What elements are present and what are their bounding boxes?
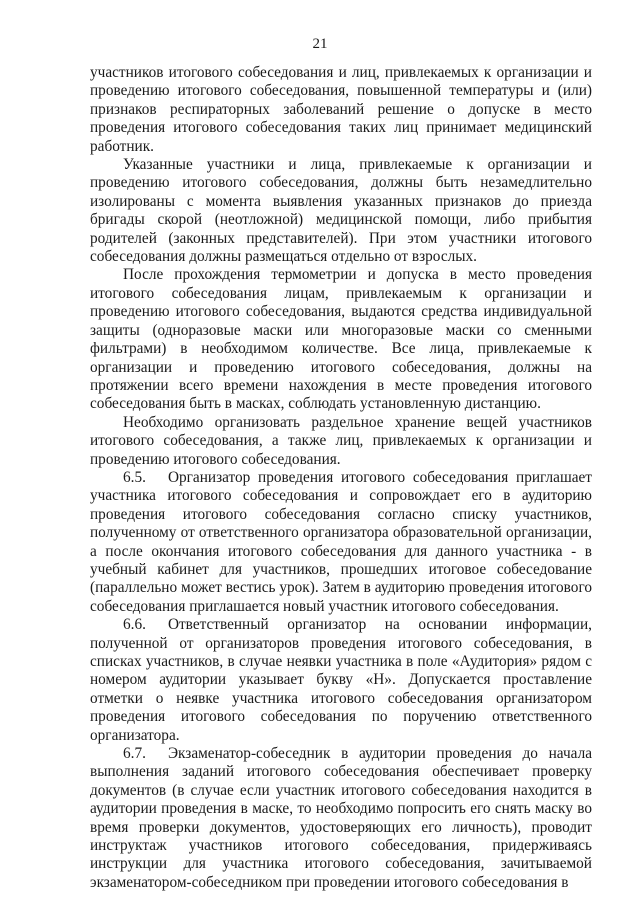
paragraph-1 — [90, 64, 592, 156]
clause-text: Экзаменатор-собеседник в аудитории проведения до начала выполнения заданий итогового собеседования обеспечивает проверку документов (в случае если участник итогового собеседования находится в аудитории проведения в маске, то необходимо попросить его снять маску во время проверки документов, удостоверяющих его личность), проводит инструктаж участников итогового собеседования, придерживаясь инструкции для участника итогового собеседования, зачитываемой экзаменатором-собеседником при проведении итогового собеседования в — [90, 745, 592, 891]
clause-6-7 — [90, 745, 592, 892]
paragraph-text: Указанные участники и лица, привлекаемые к организации и проведению итогового собеседования, должны быть незамедлительно изолированы с момента выявления указанных признаков до приезда бригады скорой (неотложной) медицинской помощи, либо прибытия родителей (законных представителей). При этом участники итогового собеседования должны размещаться отдельно от взрослых. — [90, 156, 592, 266]
paragraph-2 — [90, 156, 592, 266]
clause-number: 6.5. — [123, 468, 146, 486]
paragraph-3 — [90, 266, 592, 413]
clause-6-5 — [90, 469, 592, 616]
paragraph-text: После прохождения термометрии и допуска в место проведения итогового собеседования лицам, привлекаемым к организации и проведению итогового собеседования, выдаются средства индивидуальной защиты (одноразовые маски или многоразовые маски со сменными фильтрами) в необходимом количестве. Все лица, привлекаемые к организации и проведению итогового собеседования, должны на протяжении всего времени нахождения в месте проведения итогового собеседования быть в масках, соблюдать установленную дистанцию. — [90, 266, 592, 413]
paragraph-text: участников итогового собеседования и лиц, привлекаемых к организации и проведению итогового собеседования, повышенной температуры и (или) признаков респираторных заболеваний решение о допуске в место проведения итогового собеседования таких лиц принимает медицинский работник. — [90, 64, 592, 155]
clause-number: 6.7. — [123, 745, 146, 763]
clause-6-6 — [90, 616, 592, 745]
paragraph-text: Необходимо организовать раздельное хранение вещей участников итогового собеседования, а также лиц, привлекаемых к организации и проведению итогового собеседования. — [90, 413, 592, 468]
clause-number: 6.6. — [123, 616, 146, 634]
page-body — [90, 64, 592, 892]
paragraph-4 — [90, 414, 592, 469]
clause-text: Ответственный организатор на основании информации, полученной от организаторов проведения итогового собеседования, в списках участников, в случае неявки участника в поле «Аудитория» рядом с номером аудитории указывает букву «Н». Допускается проставление отметки о неявке участника итогового собеседования организатором проведения итогового собеседования по поручению ответственного организатора. — [90, 616, 592, 744]
clause-text: Организатор проведения итогового собеседования приглашает участника итогового собеседования и сопровождает его в аудиторию проведения итогового собеседования согласно списку участников, полученному от ответственного организатора образовательной организации, а после окончания итогового собеседования для данного участника - в учебный кабинет для участников, прошедших итоговое собеседование (параллельно может вестись урок). Затем в аудиторию проведения итогового собеседования приглашается новый участник итогового собеседования. — [90, 468, 592, 615]
page-number: 21 — [312, 36, 328, 52]
